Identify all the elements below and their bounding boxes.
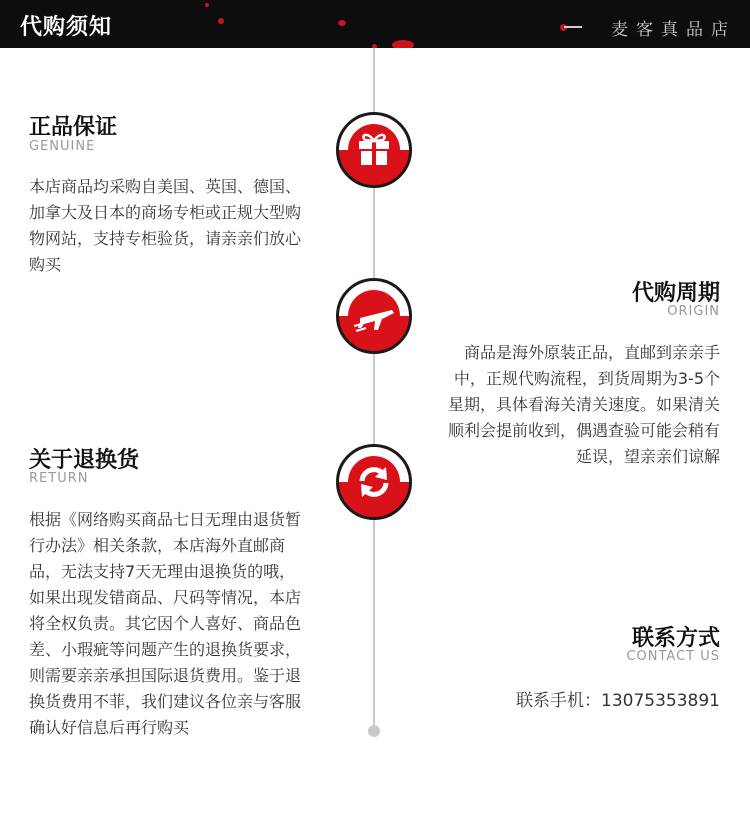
section-title-origin: 代购周期 [631,281,720,306]
store-name: 麦客真品店 [611,20,736,40]
section-body-origin: 商品是海外原装正品，直邮到亲亲手中，正规代购流程，到货周期为3-5个星期，具体看海关清关速度。如果清关顺利会提前收到，偶遇查验可能会稍有延误，望亲亲们谅解 [447,343,720,466]
gift-icon [336,112,412,188]
ink-splat [338,20,346,26]
section-subtitle-genuine: GENUINE [29,139,96,154]
section-subtitle-origin: ORIGIN [667,304,720,319]
section-subtitle-contact: CONTACT US [626,649,720,664]
section-body-genuine: 本店商品均采购自美国、英国、德国、加拿大及日本的商场专柜或正规大型购物网站，支持专柜验货，请亲亲们放心购买 [29,177,302,274]
section-body-return: 根据《网络购买商品七日无理由退货暂行办法》相关条款，本店海外直邮商品，无法支持7天无理由退换货的哦，如果出现发错商品、尺码等情况，本店将全权负责。其它因个人喜好、商品色差、小瑕疵等问题产生的退换货要求，则需要亲亲承担国际退货费用。鉴于退换货费用不菲，我们建议各位亲与客服确认好信息后再行购买 [29,510,302,737]
contact-phone: 联系手机：13075353891 [516,691,720,711]
header-banner [0,0,750,48]
section-subtitle-return: RETURN [29,471,89,486]
ink-splat [218,18,224,24]
section-title-contact: 联系方式 [631,626,720,651]
section-title-genuine: 正品保证 [29,115,118,140]
airplane-icon [336,278,412,354]
section-title-return: 关于退换货 [29,448,140,473]
header-dash [564,26,582,28]
refresh-icon [336,444,412,520]
ink-splat [392,40,414,48]
ink-splat [205,3,209,7]
page-title: 代购须知 [20,15,113,40]
timeline-end-dot [368,725,380,737]
